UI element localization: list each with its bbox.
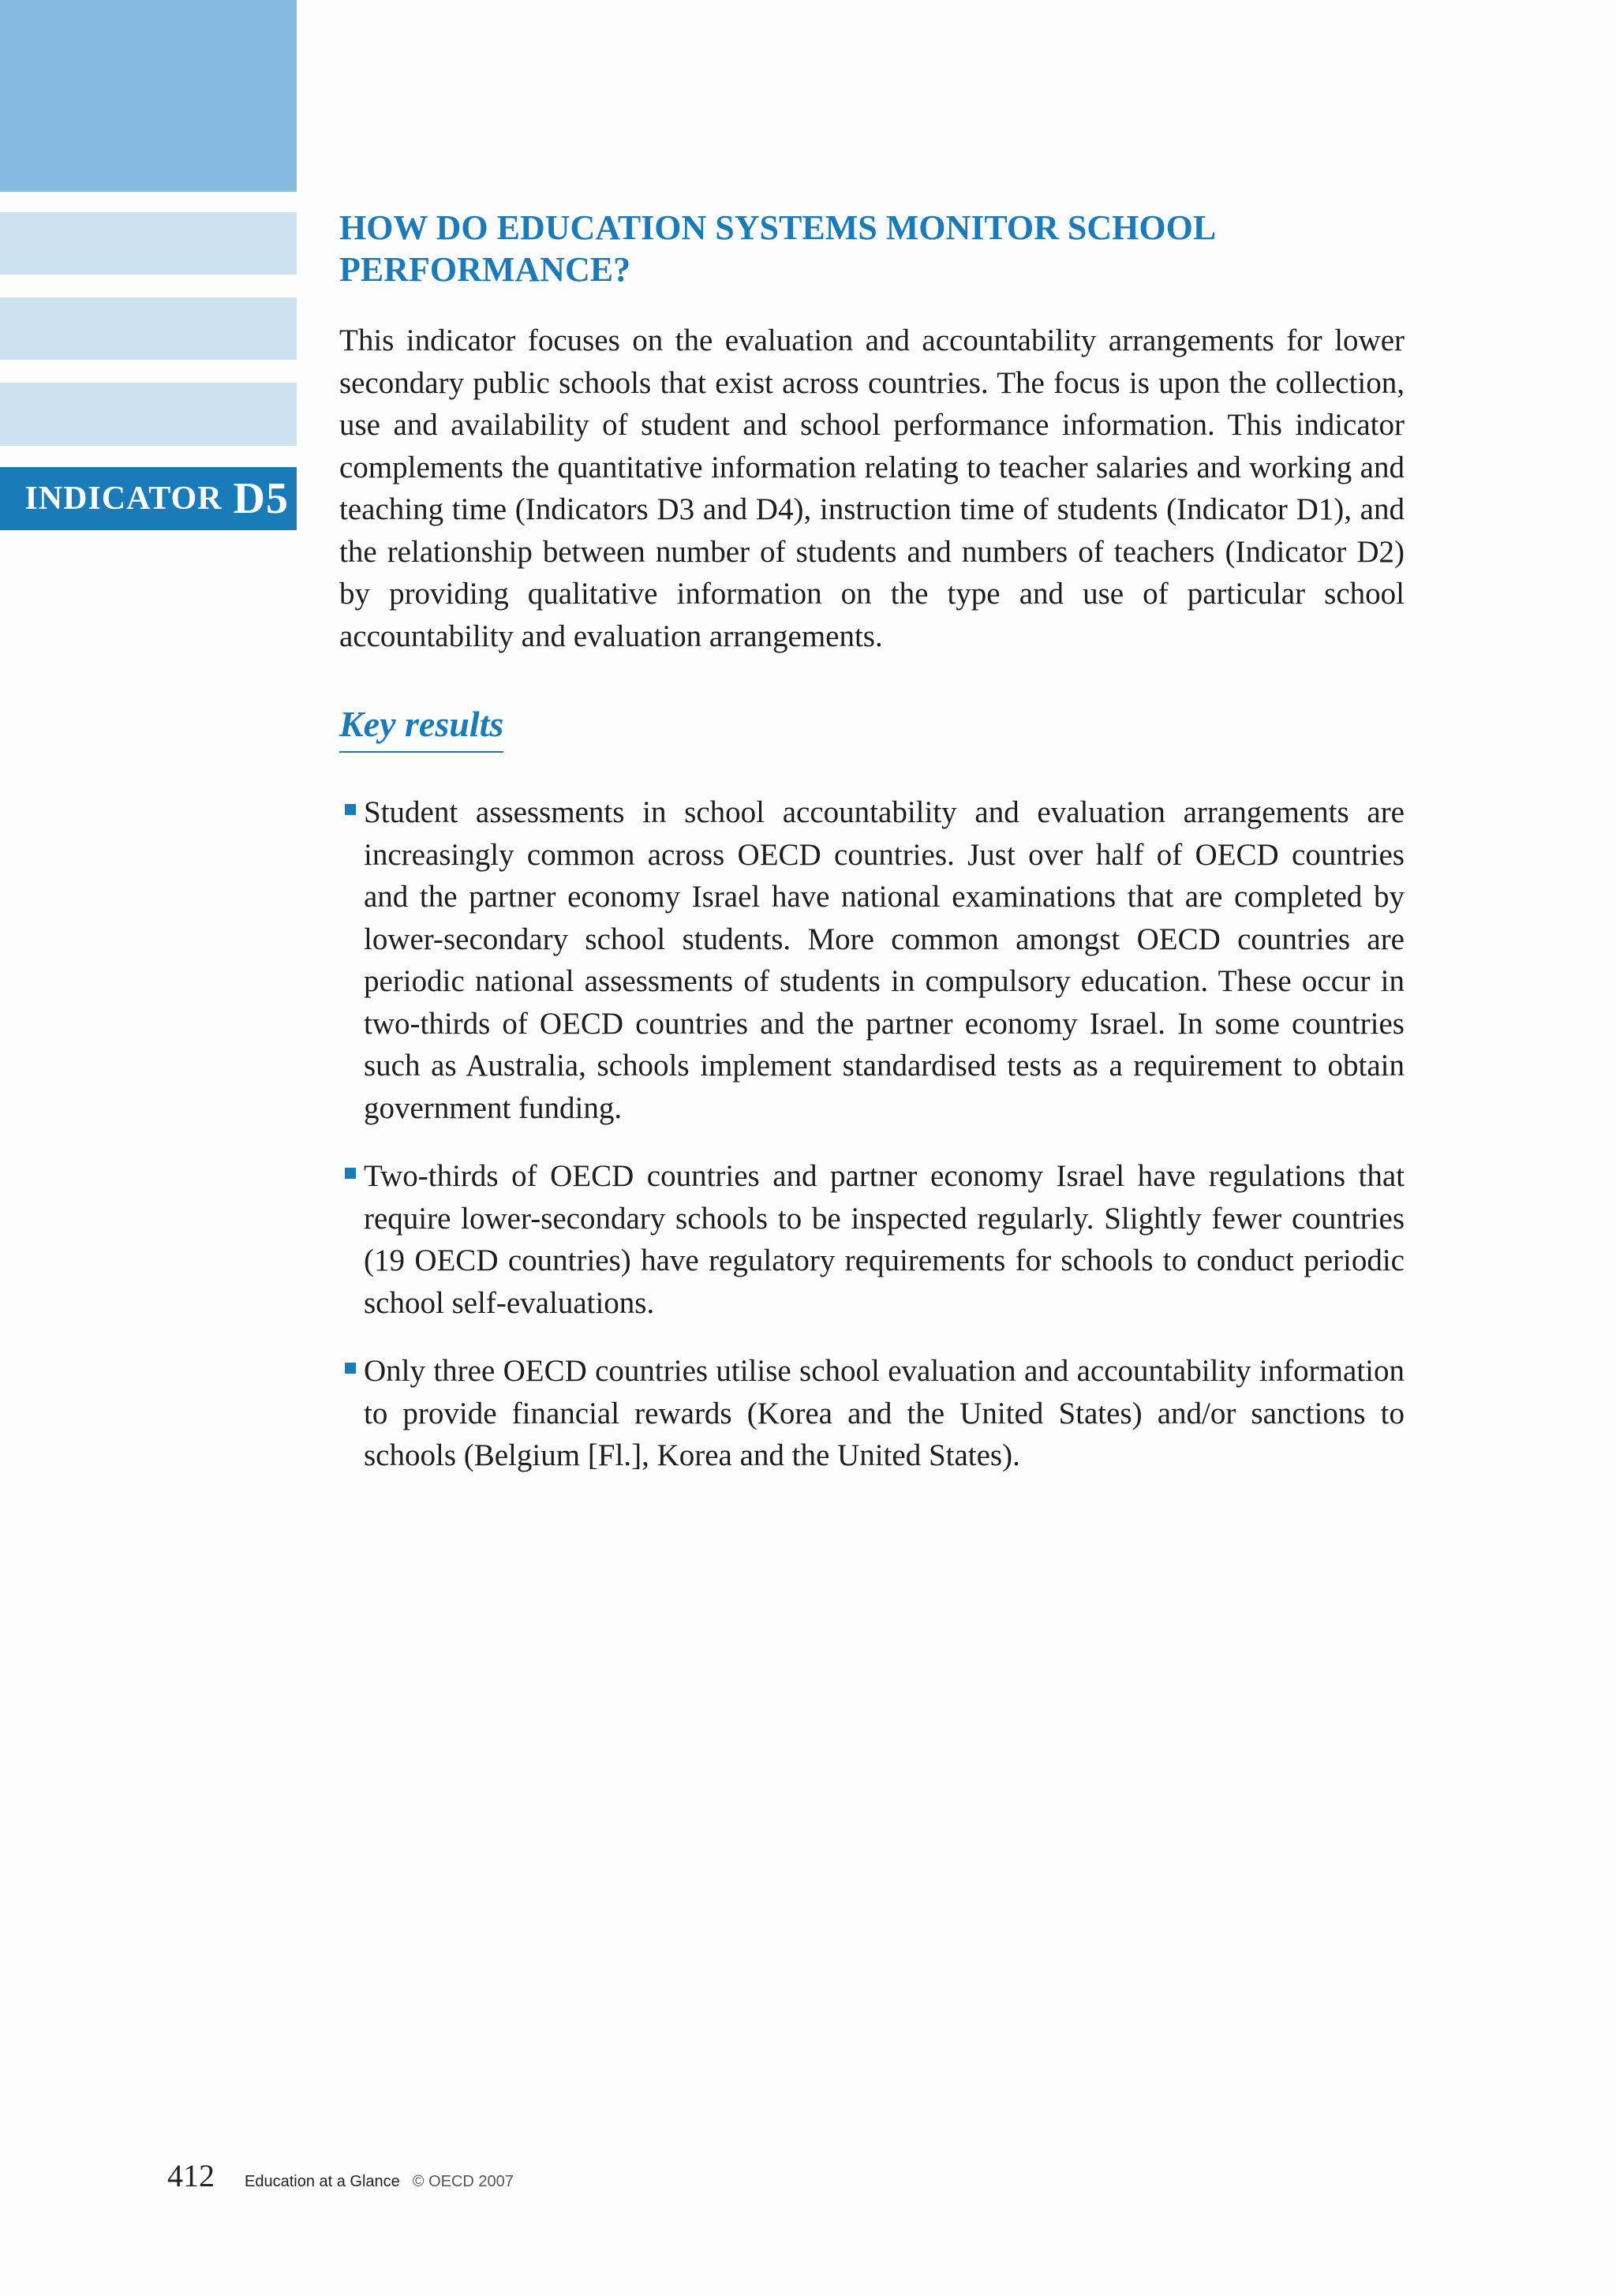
page-title: HOW DO EDUCATION SYSTEMS MONITOR SCHOOL PERFORMANCE?	[339, 208, 1214, 289]
key-result-text: Two-thirds of OECD countries and partner economy Israel have regulations that require lower-secondary schools to be inspected regularly. Slightly fewer countries (19 OECD countries) have regulatory requirements for schools to conduct periodic school self-evaluations.	[364, 1159, 1405, 1320]
sidebar-color-band	[0, 212, 297, 275]
indicator-tab	[0, 467, 297, 530]
indicator-code: D5	[233, 474, 289, 523]
intro-paragraph: This indicator focuses on the evaluation and accountability arrangements for lower secondary public schools that exist across countries. The focus is upon the collection, use and availability of student and school performance information. This indicator complements the quantitative information relating to teacher salaries and working and teaching time (Indicators D3 and D4), instruction time of students (Indicator D1), and the relationship between number of students and numbers of teachers (Indicator D2) by providing qualitative information on the type and use of particular school accountability and evaluation arrangements.	[339, 323, 1405, 653]
indicator-label: INDICATOR	[24, 481, 223, 517]
key-result-item	[339, 791, 1405, 1129]
copyright-notice: © OECD 2007	[412, 2173, 514, 2190]
key-result-item	[339, 1350, 1405, 1477]
square-bullet-icon	[345, 804, 356, 815]
page-footer	[167, 2157, 514, 2194]
sidebar-color-block	[0, 0, 297, 192]
square-bullet-icon	[345, 1168, 356, 1179]
key-result-text: Only three OECD countries utilise school evaluation and accountability information to provide financial rewards (Korea and the United States) and/or sanctions to schools (Belgium [Fl.], Korea and the United States).	[364, 1354, 1405, 1472]
key-results-heading: Key results	[339, 702, 503, 753]
key-result-item	[339, 1155, 1405, 1324]
sidebar-color-band	[0, 297, 297, 360]
publication-title: Education at a Glance	[245, 2173, 400, 2190]
sidebar-color-band	[0, 383, 297, 446]
square-bullet-icon	[345, 1363, 356, 1374]
key-result-text: Student assessments in school accountability and evaluation arrangements are increasingly common across OECD countries. Just over half of OECD countries and the partner economy Israel have national examinations that are completed by lower-secondary school students. More common amongst OECD countries are periodic national assessments of students in compulsory education. These occur in two-thirds of OECD countries and the partner economy Israel. In some countries such as Australia, schools implement standardised tests as a requirement to obtain government funding.	[364, 795, 1405, 1125]
page-number: 412	[167, 2158, 215, 2193]
key-results-list	[339, 791, 1405, 1503]
